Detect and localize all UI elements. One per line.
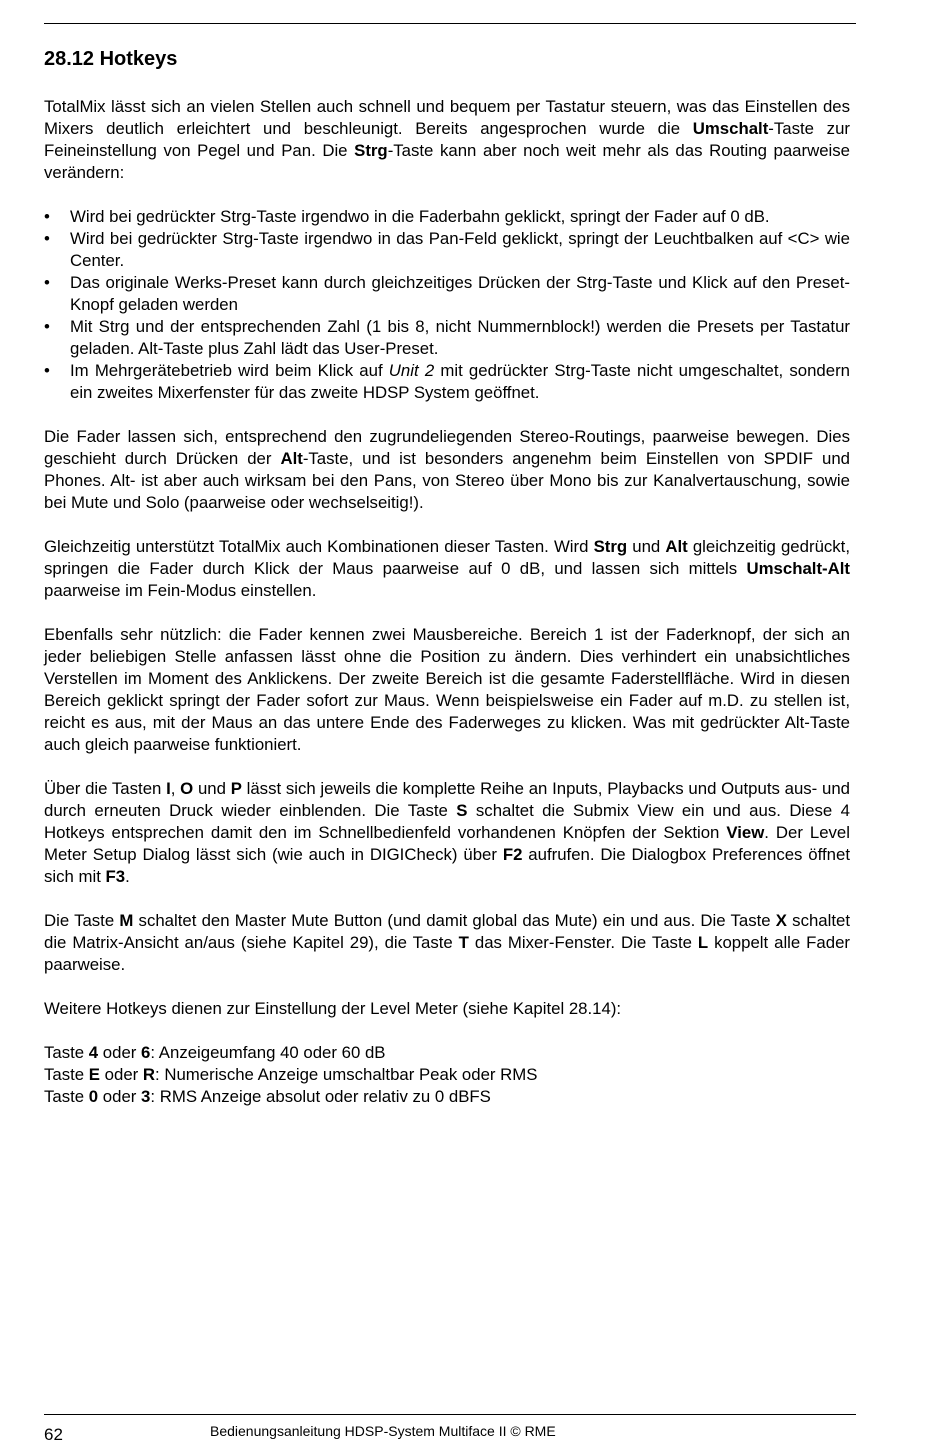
keyword-umschalt-alt: Umschalt-Alt bbox=[746, 559, 850, 578]
list-item: • Im Mehrgerätebetrieb wird beim Klick auf Unit 2 mit gedrückter Strg-Taste nicht umgeschaltet, sondern ein zweites Mixerfenster für das zweite HDSP System geöffnet. bbox=[44, 361, 850, 402]
list-item: • Wird bei gedrückter Strg-Taste irgendwo in die Faderbahn geklickt, springt der Fader auf 0 dB. bbox=[44, 207, 770, 226]
footer-title: Bedienungsanleitung HDSP-System Multiface II © RME bbox=[210, 1423, 556, 1439]
list-item: • Das originale Werks-Preset kann durch gleichzeitiges Drücken der Strg-Taste und Klick auf den Preset-Knopf geladen werden bbox=[44, 273, 850, 314]
key-t: T bbox=[458, 933, 469, 952]
mute-keys-paragraph: Die Taste M schaltet den Master Mute Button (und damit global das Mute) ein und aus. Die Taste X schaltet die Matrix-Ansicht an/aus (siehe Kapitel 29), die Taste T das Mixer-Fenster. Die Taste L koppelt alle Fader paarweise. bbox=[44, 911, 851, 974]
page-content bbox=[44, 46, 850, 1108]
key-6: 6 bbox=[141, 1043, 151, 1062]
meter-key-line: Taste 4 oder 6: Anzeigeumfang 40 oder 60 dB bbox=[44, 1043, 386, 1062]
page-footer bbox=[44, 1421, 850, 1445]
level-meter-key-lines bbox=[44, 1042, 850, 1108]
key-s: S bbox=[456, 801, 468, 820]
key-o: O bbox=[180, 779, 194, 798]
meter-key-line: Taste 0 oder 3: RMS Anzeige absolut oder relativ zu 0 dBFS bbox=[44, 1087, 491, 1106]
footer-rule bbox=[44, 1414, 856, 1415]
key-e: E bbox=[88, 1065, 100, 1084]
header-rule bbox=[44, 23, 856, 24]
list-item: • Wird bei gedrückter Strg-Taste irgendwo in das Pan-Feld geklickt, springt der Leuchtbalken auf <C> wie Center. bbox=[44, 229, 850, 270]
key-m: M bbox=[119, 911, 134, 930]
keyword-umschalt: Umschalt bbox=[692, 119, 769, 138]
view-keys-paragraph: Über die Tasten I, O und P lässt sich jeweils die komplette Reihe an Inputs, Playbacks und Outputs aus- und durch erneuten Druck wieder einblenden. Die Taste S schaltet die Submix View ein und aus. Diese 4 Hotkeys entsprechen damit den im Schnellbedienfeld vorhandenen Knöpfen der Sektion View. Der Level Meter Setup Dialog lässt sich (wie auch in DIGICheck) über F2 aufrufen. Die Dialogbox Preferences öffnet sich mit F3. bbox=[44, 779, 850, 886]
page-number: 62 bbox=[44, 1425, 63, 1444]
bullet-icon: • bbox=[44, 207, 50, 226]
key-f2: F2 bbox=[502, 845, 523, 864]
key-f3: F3 bbox=[105, 867, 126, 886]
bullet-icon: • bbox=[44, 317, 50, 336]
list-item: • Mit Strg und der entsprechenden Zahl (1 bis 8, nicht Nummernblock!) werden die Presets per Tastatur geladen. Alt-Taste plus Zahl lädt das User-Preset. bbox=[44, 317, 850, 358]
keyword-view: View bbox=[726, 823, 765, 842]
level-meter-paragraph: Weitere Hotkeys dienen zur Einstellung der Level Meter (siehe Kapitel 28.14): bbox=[44, 999, 622, 1018]
bullet-icon: • bbox=[44, 273, 50, 292]
key-3: 3 bbox=[141, 1087, 151, 1106]
bullet-icon: • bbox=[44, 229, 50, 248]
unit-2-term: Unit 2 bbox=[388, 361, 435, 380]
keyword-alt: Alt bbox=[280, 449, 303, 468]
meter-key-line: Taste E oder R: Numerische Anzeige umschaltbar Peak oder RMS bbox=[44, 1065, 538, 1084]
bullet-icon: • bbox=[44, 361, 50, 380]
key-0: 0 bbox=[88, 1087, 99, 1106]
key-l: L bbox=[697, 933, 709, 952]
fader-paragraph: Die Fader lassen sich, entsprechend den zugrundeliegenden Stereo-Routings, paarweise bewegen. Dies geschieht durch Drücken der Alt-Taste, und ist besonders angenehm beim Einstellen von SPDIF und Phones. Alt- ist aber auch wirksam bei den Pans, von Stereo über Mono bis zur Kanalvertauschung, sowie bei Mute und Solo (paarweise oder wechselseitig!). bbox=[44, 427, 850, 512]
key-p: P bbox=[230, 779, 242, 798]
combination-paragraph: Gleichzeitig unterstützt TotalMix auch Kombinationen dieser Tasten. Wird Strg und Alt gleichzeitig gedrückt, springen die Fader durch Klick der Maus paarweise auf 0 dB, und lassen sich mittels Umschalt-Alt paarweise im Fein-Modus einstellen. bbox=[44, 537, 851, 600]
key-i: I bbox=[166, 779, 171, 798]
key-x: X bbox=[775, 911, 787, 930]
key-4: 4 bbox=[88, 1043, 99, 1062]
mouse-areas-paragraph: Ebenfalls sehr nützlich: die Fader kennen zwei Mausbereiche. Bereich 1 ist der Faderknopf, der sich an jeder beliebigen Stelle anfassen lässt ohne die Position zu ändern. Dies verhindert ein unabsichtliches Verstellen im Moment des Anklickens. Der zweite Bereich ist die gesamte Faderstellfläche. Wird in diesen Bereich geklickt springt der Fader sofort zur Maus. Wenn beispielsweise ein Fader auf m.D. zu stellen ist, reicht es aus, mit der Maus an das untere Ende des Faderweges zu klicken. Was mit gedrückter Alt-Taste auch gleich paarweise funktioniert. bbox=[44, 625, 850, 754]
key-r: R bbox=[142, 1065, 156, 1084]
keyword-strg: Strg bbox=[593, 537, 628, 556]
keyword-strg: Strg bbox=[354, 141, 388, 160]
intro-paragraph: TotalMix lässt sich an vielen Stellen auch schnell und bequem per Tastatur steuern, was das Einstellen des Mixers deutlich erleichtert und beschleunigt. Bereits angesprochen wurde die Umschalt-Taste zur Feineinstellung von Pegel und Pan. Die Strg-Taste kann aber noch weit mehr als das Routing paarweise verändern: bbox=[44, 97, 850, 182]
hotkey-bullet-list bbox=[44, 206, 850, 404]
keyword-alt: Alt bbox=[665, 537, 688, 556]
section-heading: 28.12 Hotkeys bbox=[44, 48, 178, 70]
